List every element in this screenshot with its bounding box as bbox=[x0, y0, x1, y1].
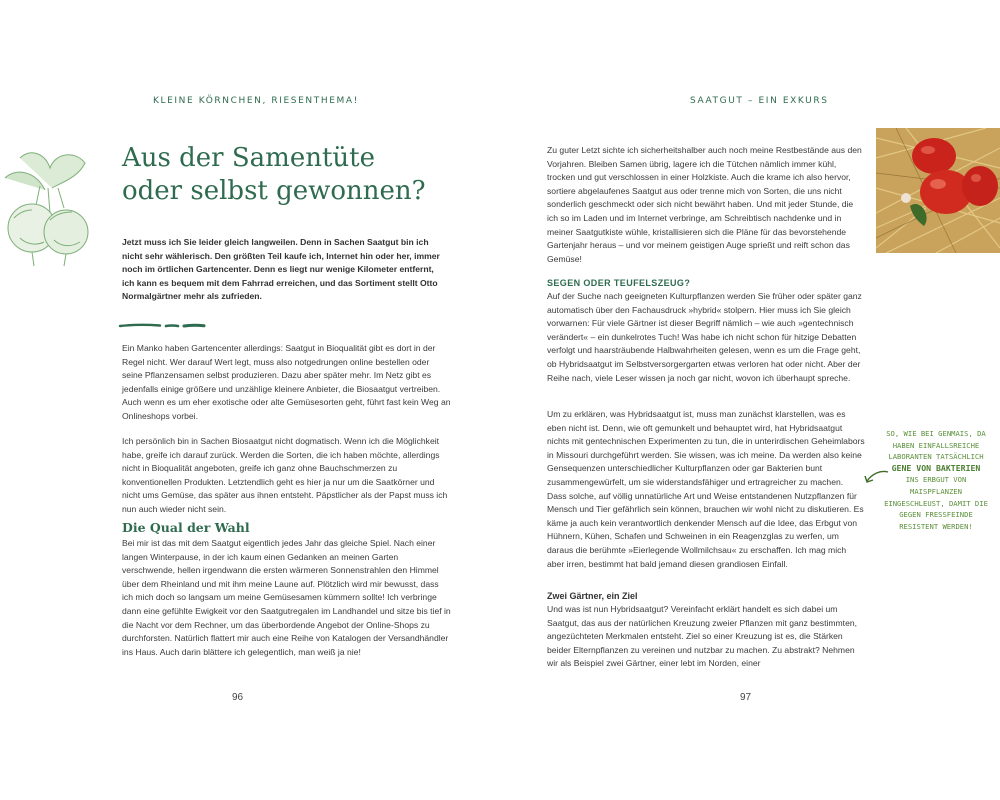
left-paragraph-3: Bei mir ist das mit dem Saatgut eigentlich jedes Jahr das gleiche Spiel. Nach einer langen Winterpause, in der ich kaum einen Gedanken an meinen Garten verschwende, hellen irgendwann die ersten wärmeren Sonnenstrahlen den Himmel über dem Rheinland und mit ihm meine Laune auf. Plötzlich wird mir bewusst, dass ich mich doch so langsam um meine Gemüsesamen kümmern sollte! Ich verbringe dann eine gefühlte Ewigkeit vor den Saatgutregalen im Landhandel und sitze bis tief in die Nacht vor dem Rechner, um das überbordende Angebot der Online-Shops zu durchforsten. Natürlich flattert mir auch eine Reihe von Katalogen der Versandhändler ins Haus. Auch darin blättere ich gelegentlich, man weiß ja nie! bbox=[122, 538, 451, 657]
right-paragraph-3: Um zu erklären, was Hybridsaatgut ist, muss man zunächst klarstellen, was es eben nicht ist. Denn, wie oft gemunkelt und behauptet wird, hat Hybridsaatgut nichts mit gentechnischen Experimenten zu tun, die in unterirdischen Geheimlabors in Missouri durchgeführt werden. Sie wissen, was ich meine. Da werden also keine Gensequenzen unterschiedlicher Kulturpflanzen oder gar Bakterien bunt zusammengewürfelt, um sie widerstandsfähiger und ertragreicher zu machen. Dass solche, auf völlig unnatürliche Art und Weise entstandenen Nutzpflanzen für Mensch und Tier gefährlich sein können, brauchen wir wohl nicht zu diskutieren. Es käme ja auch kein verantwortlich denkender Mensch auf die Idee, das Erbgut von Hühnern, Kühen, Schafen und Schweinen in ein Reagenzglas zu werfen, um daraus die berühmte »Eierlegende Wollmilchsau« zu erschaffen. Ich mag mich aber irren, bestimmt hat bald jemand diesen grandiosen Einfall. bbox=[547, 409, 865, 569]
right-paragraph-1: Zu guter Letzt sichte ich sicherheitshalber auch noch meine Restbestände aus den Vorjahren. Bleiben Samen übrig, lagere ich die Tütchen nämlich immer kühl, trocken und gut verschlossen in einer Holzkiste. Auch die krame ich also hervor, sortiere abgelaufenes Saatgut aus oder trenne mich von Sorten, die uns nicht sonderlich geschmeckt oder sich nicht bewährt haben. Und mit jeder Stunde, die ich so im Laden und im Internet verbringe, am Schreibtisch nachdenke und in meiner Saatgutkiste wühle, kristallisieren sich die Pläne für das bevorstehende Gartenjahr heraus – und vor meinem geistigen Auge sprießt und reift schon das Gemüse! bbox=[547, 145, 862, 264]
right-paragraph-4: Und was ist nun Hybridsaatgut? Vereinfacht erklärt handelt es sich dabei um Saatgut, das aus der natürlichen Kreuzung zweier Pflanzen mit ganz bestimmten, angezüchteten Merkmalen entsteht. Ziel so einer Kreuzung ist es, die Stärken beider Elternpflanzen zu vereinen und nutzbar zu machen. Zu abstrakt? Nehmen wir als Beispiel zwei Gärtner, einer lebt im Norden, einer bbox=[547, 604, 858, 669]
running-head-left: KLEINE KÖRNCHEN, RIESENTHEMA! bbox=[153, 96, 359, 106]
left-paragraph-1: Ein Manko haben Gartencenter allerdings: Saatgut in Bioqualität gibt es dort in der Regel nicht. Wer darauf Wert legt, muss also notgedrungen online bestellen oder seine Pflanzensamen selbst produzieren. Dazu aber später mehr. Im Netz gibt es jedenfalls einige größere und unzählige kleinere Anbieter, die Biosaatgut vertreiben. Auch wenn es um eher exotische oder alte Gemüsesorten geht, führt fast kein Weg an Onlineshops vorbei. bbox=[122, 343, 451, 421]
margin-note-bold: GENE VON BAKTERIEN bbox=[891, 462, 981, 473]
left-paragraph-2: Ich persönlich bin in Sachen Biosaatgut nicht dogmatisch. Wenn ich die Möglichkeit habe, greife ich darauf zurück. Werden die Sorten, die ich haben möchte, allerdings nicht in Bioqualität angeboten, greife ich ganz ohne Bauchschmerzen zu konventionellen Produkten. Letztendlich geht es hier ja nur um die Saatkörner und nicht ums Gemüse, das später aus ihnen entsteht. Päpstlicher als der Papst muss ich nun auch wieder nicht sein. bbox=[122, 436, 448, 514]
tomato-photo bbox=[876, 128, 1000, 253]
margin-note-text-1: SO, WIE BEI GENMAIS, DA HABEN EINFALLSREICHE LABORANTEN TATSÄCHLICH bbox=[886, 429, 986, 462]
margin-note-text-2: INS ERBGUT VON MAISPFLANZEN EINGESCHLEUST, DAMIT DIE GEGEN FRESSFEINDE RESISTENT WERDEN! bbox=[884, 475, 988, 531]
lead-paragraph: Jetzt muss ich Sie leider gleich langweilen. Denn in Sachen Saatgut bin ich nicht sehr wählerisch. Den größten Teil kaufe ich, Internet hin oder her, immer noch im örtlichen Gartencenter. Denn es liegt nur wenige Kilometer entfernt, ich kann es bequem mit dem Fahrrad erreichen, und das Sortiment stellt Otto Normalgärtner mehr als zufrieden. bbox=[122, 237, 440, 302]
right-paragraph-2: Auf der Suche nach geeigneten Kulturpflanzen werden Sie früher oder später ganz automatisch über den Fachausdruck »hybrid« stolpern. Hier muss ich Sie gleich vorwarnen: Für viele Gärtner ist dieser Begriff nämlich – wie auch »gentechnisch verändert« – ein dunkelrotes Tuch! Was habe ich nicht schon für hitzige Debatten verfolgt und haarsträubende Halbwahrheiten gelesen, wenn es um die Frage geht, ob Hybridsaatgut im Selbstversorgergarten etwas verloren hat oder nicht. Aber der Reihe nach, viele Leser wissen ja noch gar nicht, wovon ich überhaupt spreche. bbox=[547, 291, 862, 383]
heading-zwei-gaertner: Zwei Gärtner, ein Ziel bbox=[547, 591, 638, 601]
heading-segen-oder-teufelszeug: SEGEN ODER TEUFELSZEUG? bbox=[547, 278, 691, 288]
page-number-right: 97 bbox=[740, 692, 752, 703]
running-head-right: SAATGUT – EIN EXKURS bbox=[690, 96, 829, 106]
page-title bbox=[122, 142, 462, 208]
margin-note bbox=[884, 428, 988, 532]
title-line-2: oder selbst gewonnen? bbox=[122, 176, 426, 206]
radish-illustration bbox=[0, 148, 95, 268]
heading-die-qual-der-wahl: Die Qual der Wahl bbox=[122, 520, 250, 535]
brush-divider bbox=[118, 322, 208, 330]
page-number-left: 96 bbox=[232, 692, 244, 703]
title-line-1: Aus der Samentüte bbox=[122, 143, 375, 173]
tomato-image bbox=[876, 128, 1000, 253]
